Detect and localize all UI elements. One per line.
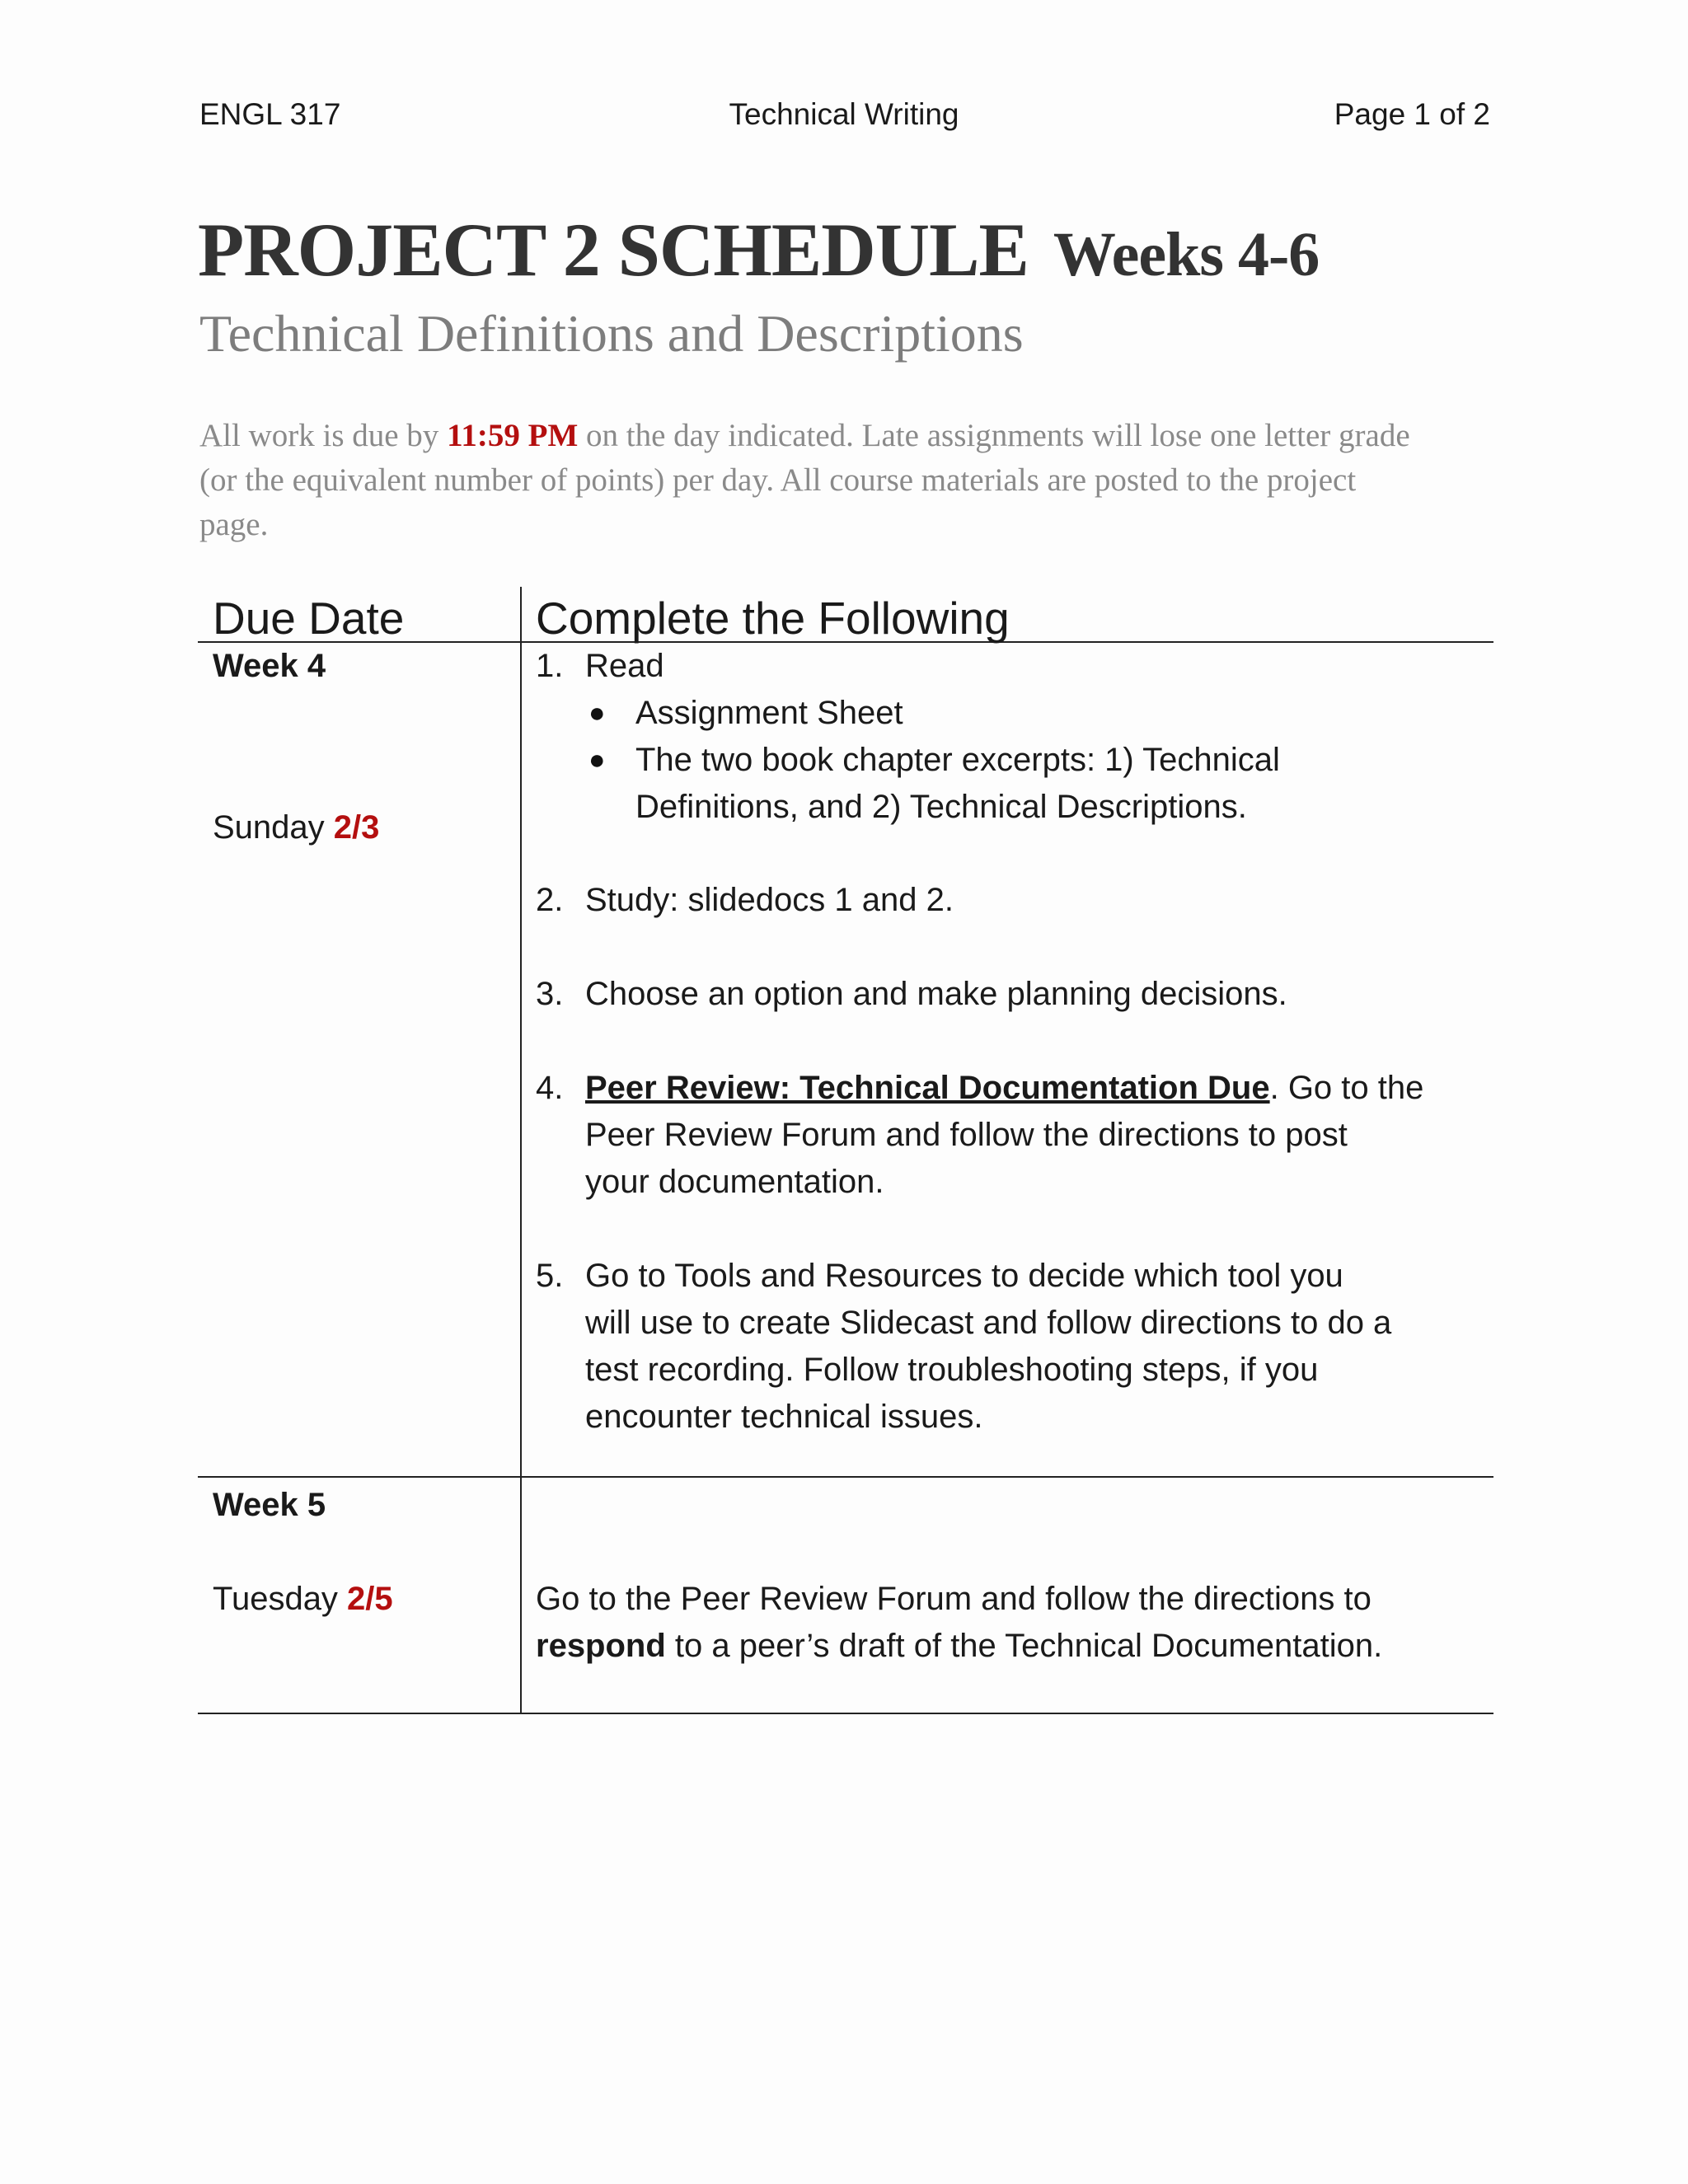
intro-line-2: (or the equivalent number of points) per day. All course materials are posted to the project [199, 462, 1357, 498]
title-weeks: Weeks 4-6 [1053, 220, 1320, 289]
bullet-chapter-line-2: Definitions, and 2) Technical Descriptions. [635, 789, 1247, 825]
week-5-label: Week 5 [213, 1487, 326, 1523]
intro-text-before: All work is due by [199, 418, 448, 453]
item-number: 4. [536, 1070, 564, 1106]
peer-review-line-3: your documentation. [585, 1164, 884, 1200]
bullet-icon: ● [588, 744, 606, 776]
header-page-number: Page 1 of 2 [1334, 97, 1490, 131]
peer-review-line-2: Peer Review Forum and follow the directions to post [585, 1117, 1348, 1153]
item-tools-resources [585, 1253, 1475, 1441]
item-number: 5. [536, 1258, 564, 1294]
week-5-date: 2/5 [347, 1581, 393, 1617]
week-4-label: Week 4 [213, 648, 326, 684]
tools-line-4: encounter technical issues. [585, 1399, 983, 1435]
tools-line-1: Go to Tools and Resources to decide which tool you [585, 1258, 1343, 1294]
item-number: 3. [536, 976, 564, 1012]
week-5-task [536, 1576, 1484, 1670]
page-title [198, 206, 1319, 293]
bullet-chapter-excerpts [635, 737, 1526, 831]
schedule-table [198, 587, 1493, 1716]
bullet-chapter-line-1: The two book chapter excerpts: 1) Technical [635, 742, 1280, 778]
intro-paragraph [199, 414, 1493, 547]
header-subject: Technical Writing [729, 97, 959, 131]
page-subtitle: Technical Definitions and Descriptions [199, 304, 1024, 363]
week-4-due-date [213, 804, 379, 851]
week-5-line-1: Go to the Peer Review Forum and follow the directions to [536, 1581, 1372, 1617]
bullet-assignment-sheet: Assignment Sheet [635, 695, 903, 731]
title-main: PROJECT 2 SCHEDULE [198, 208, 1029, 292]
week-5-line-2: to a peer’s draft of the Technical Documentation. [665, 1628, 1383, 1664]
item-peer-review [585, 1065, 1475, 1206]
due-time: 11:59 PM [447, 418, 579, 453]
week-5-day: Tuesday [213, 1581, 348, 1617]
column-divider [520, 587, 522, 1714]
tools-line-3: test recording. Follow troubleshooting steps, if you [585, 1352, 1319, 1388]
column-header-due-date: Due Date [213, 593, 405, 644]
row-divider [198, 1476, 1493, 1478]
intro-line-3: page. [199, 507, 269, 542]
bullet-icon: ● [588, 697, 606, 729]
item-number: 1. [536, 648, 564, 684]
week-4-day: Sunday [213, 809, 334, 846]
header-course: ENGL 317 [199, 97, 341, 131]
tools-line-2: will use to create Slidecast and follow directions to do a [585, 1305, 1392, 1341]
week-5-due-date [213, 1576, 393, 1623]
table-bottom-rule [198, 1713, 1493, 1714]
column-header-complete: Complete the Following [536, 593, 1010, 644]
peer-review-due-link[interactable]: Peer Review: Technical Documentation Due [585, 1070, 1270, 1106]
item-choose-option: Choose an option and make planning decisions. [585, 976, 1287, 1012]
intro-text-after: on the day indicated. Late assignments will lose one letter grade [578, 418, 1410, 453]
week-5-respond: respond [536, 1628, 666, 1664]
week-4-date: 2/3 [333, 809, 380, 846]
peer-review-rest: . Go to the [1269, 1070, 1424, 1106]
item-study: Study: slidedocs 1 and 2. [585, 882, 954, 918]
item-read: Read [585, 648, 664, 684]
item-number: 2. [536, 882, 564, 918]
